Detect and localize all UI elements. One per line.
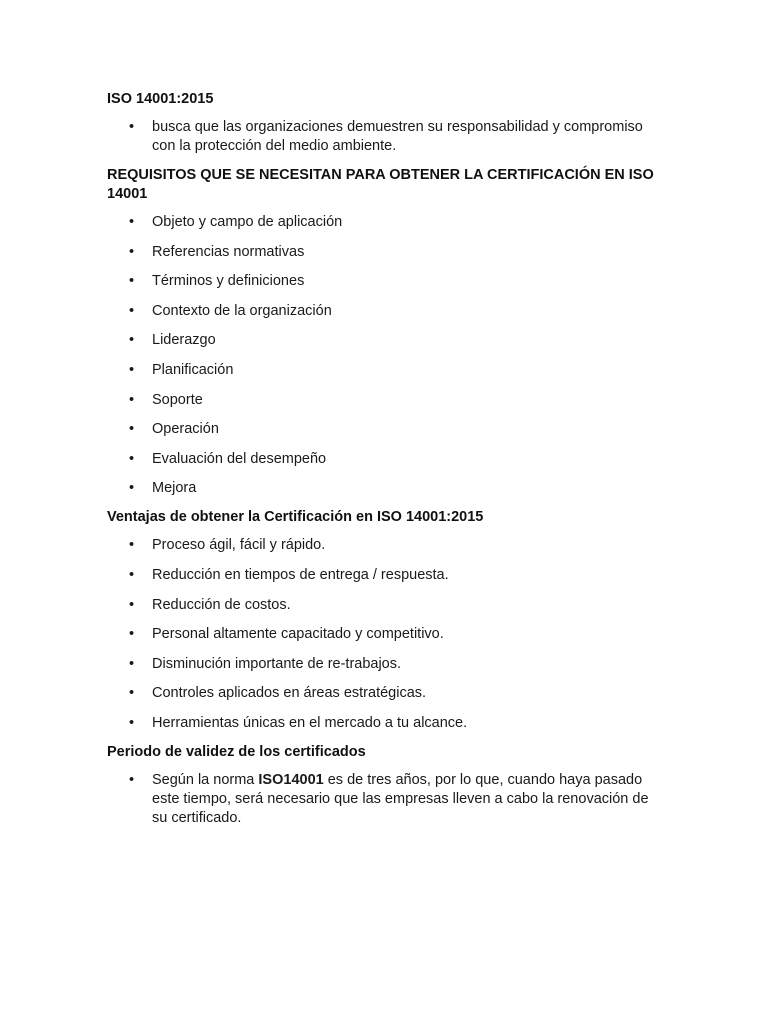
bullet-icon: • <box>129 566 135 583</box>
list-item <box>107 272 667 291</box>
list-item <box>107 118 667 156</box>
bullet-icon: • <box>129 361 135 378</box>
list-item-text: Evaluación del desempeño <box>152 450 327 467</box>
advantages-heading: Ventajas de obtener la Certificación en ISO 14001:2015 <box>107 509 484 526</box>
list-item-text: Términos y definiciones <box>152 273 305 290</box>
list-item-text: Contexto de la organización <box>152 302 332 319</box>
bullet-icon: • <box>129 421 135 438</box>
bullet-icon: • <box>129 537 135 554</box>
validity-text-suffix: es de tres años, por lo que, cuando haya pasado este tiempo, será necesario que las empresas lleven a cabo la renovación de su certificado. <box>152 771 649 826</box>
list-item-text: Disminución importante de re-trabajos. <box>152 655 402 672</box>
bullet-icon: • <box>129 302 135 319</box>
list-item-text: Personal altamente capacitado y competitivo. <box>152 626 444 643</box>
bullet-icon: • <box>129 596 135 613</box>
validity-text-prefix: Según la norma <box>152 771 259 788</box>
bullet-icon: • <box>129 243 135 260</box>
bullet-icon: • <box>129 685 135 702</box>
intro-list <box>107 118 667 156</box>
document-body <box>107 90 667 828</box>
list-item <box>107 213 667 232</box>
list-item <box>107 596 667 615</box>
list-item <box>107 331 667 350</box>
requirements-list <box>107 213 667 498</box>
bullet-icon: • <box>129 273 135 290</box>
list-item <box>107 566 667 585</box>
validity-heading: Periodo de validez de los certificados <box>107 743 366 760</box>
list-item-text: Planificación <box>152 361 234 378</box>
list-item-text: Controles aplicados en áreas estratégicas. <box>152 685 427 702</box>
list-item <box>107 420 667 439</box>
validity-standard-name: ISO14001 <box>258 771 324 788</box>
bullet-icon: • <box>129 714 135 731</box>
list-item <box>107 771 667 828</box>
document-title: ISO 14001:2015 <box>107 91 214 107</box>
list-item-text: Referencias normativas <box>152 243 305 260</box>
bullet-icon: • <box>129 332 135 349</box>
list-item-text: Proceso ágil, fácil y rápido. <box>152 537 326 554</box>
list-item-text: Objeto y campo de aplicación <box>152 214 343 230</box>
list-item-text: Herramientas únicas en el mercado a tu alcance. <box>152 714 468 731</box>
list-item <box>107 479 667 498</box>
validity-list <box>107 771 667 828</box>
list-item <box>107 625 667 644</box>
list-item-text: Liderazgo <box>152 332 216 349</box>
bullet-icon: • <box>129 480 135 497</box>
list-item <box>107 655 667 674</box>
list-item <box>107 391 667 410</box>
list-item-text: Operación <box>152 421 219 438</box>
list-item <box>107 243 667 262</box>
bullet-icon: • <box>129 119 135 135</box>
list-item-text: busca que las organizaciones demuestren su responsabilidad y compromiso con la protección del medio ambiente. <box>152 119 643 154</box>
list-item-text: Mejora <box>152 480 197 497</box>
list-item <box>107 536 667 555</box>
list-item-text: Soporte <box>152 391 203 408</box>
bullet-icon: • <box>129 771 135 788</box>
bullet-icon: • <box>129 214 135 230</box>
list-item-text: Reducción de costos. <box>152 596 291 613</box>
list-item <box>107 684 667 703</box>
list-item <box>107 361 667 380</box>
bullet-icon: • <box>129 450 135 467</box>
list-item <box>107 302 667 321</box>
bullet-icon: • <box>129 626 135 643</box>
list-item-text: Reducción en tiempos de entrega / respuesta. <box>152 566 449 583</box>
list-item <box>107 450 667 469</box>
bullet-icon: • <box>129 655 135 672</box>
list-item <box>107 714 667 733</box>
requirements-heading: REQUISITOS QUE SE NECESITAN PARA OBTENER LA CERTIFICACIÓN EN ISO 14001 <box>107 167 654 202</box>
advantages-list <box>107 536 667 733</box>
bullet-icon: • <box>129 391 135 408</box>
